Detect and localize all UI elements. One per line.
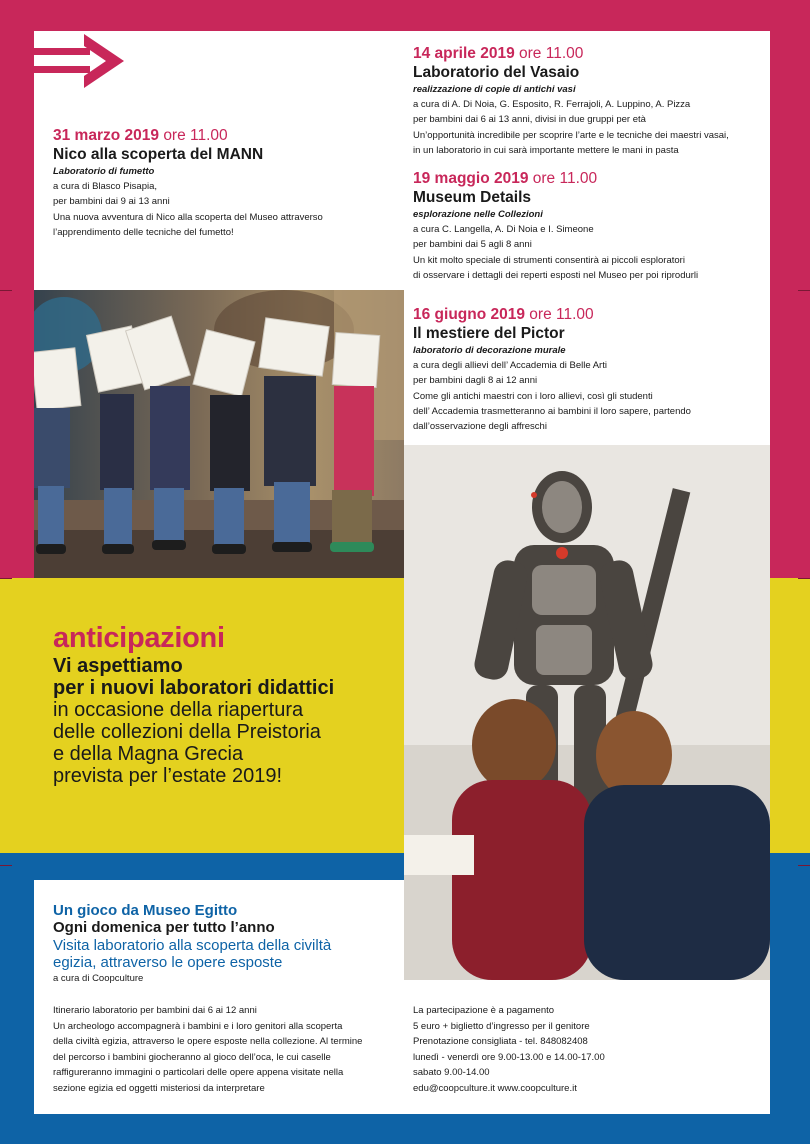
info-line: La partecipazione è a pagamento <box>413 1005 555 1016</box>
event-line: Un’opportunità incredibile per scoprire l’arte e le tecniche dei maestri vasai, <box>413 129 729 141</box>
info-contact[interactable]: edu@coopculture.it www.coopculture.it <box>413 1082 577 1094</box>
info-line: sabato 9.00-14.00 <box>413 1067 490 1078</box>
crop-mark <box>798 865 810 866</box>
anticipazioni-line: in occasione della riapertura <box>53 699 304 721</box>
egitto-detail-line: Un archeologo accompagnerà i bambini e i loro genitori alla scoperta <box>53 1020 343 1032</box>
robot-photo <box>404 445 770 980</box>
event-title: Nico alla scoperta del MANN <box>53 146 264 163</box>
event-title: Il mestiere del Pictor <box>413 325 565 342</box>
event-museum-details <box>413 170 698 283</box>
egitto-detail-line: della civiltà egizia, attraverso le opere esposte nella collezione. Al termine <box>53 1036 363 1047</box>
anticipazioni-line: delle collezioni della Preistoria <box>53 721 321 743</box>
event-line: dall’osservazione degli affreschi <box>413 421 547 433</box>
crop-mark <box>798 290 810 291</box>
event-line: in un laboratorio in cui sarà importante mettere le mani in pasta <box>413 144 679 156</box>
anticipazioni-line: prevista per l’estate 2019! <box>53 765 283 787</box>
egitto-title: Un gioco da Museo Egitto <box>53 902 238 919</box>
event-subtitle: laboratorio di decorazione murale <box>413 345 566 356</box>
event-line: per bambini dai 6 ai 13 anni, divisi in due gruppi per età <box>413 114 646 126</box>
egitto-desc-line: egizia, attraverso le opere esposte <box>53 954 283 971</box>
event-line: per bambini dai 5 agli 8 anni <box>413 239 532 251</box>
egitto-block <box>53 902 331 987</box>
info-block <box>413 1003 605 1096</box>
egitto-detail-line: raffigureranno immagini o particolari delle opere appena visitate nella <box>53 1067 344 1078</box>
anticipazioni-block <box>53 622 334 787</box>
arrow-icon <box>34 32 126 90</box>
info-line: lunedì - venerdì ore 9.00-13.00 e 14.00-17.00 <box>413 1051 605 1063</box>
event-line: per bambini dagli 8 ai 12 anni <box>413 375 538 387</box>
event-nico <box>53 127 323 240</box>
event-line: Una nuova avventura di Nico alla scoperta del Museo attraverso <box>53 211 323 223</box>
event-subtitle: esplorazione nelle Collezioni <box>413 209 543 220</box>
event-date: 16 giugno 2019 ore 11.00 <box>413 306 594 323</box>
egitto-detail-line: Itinerario laboratorio per bambini dai 6 ai 12 anni <box>53 1005 257 1016</box>
anticipazioni-bold-line: per i nuovi laboratori didattici <box>53 677 335 699</box>
egitto-detail-line: sezione egizia ed oggetti misteriosi da interpretare <box>53 1082 265 1094</box>
crop-mark <box>798 578 810 579</box>
event-line: dell’ Accademia trasmetteranno ai bambini il loro sapere, partendo <box>413 405 691 417</box>
children-photo <box>34 290 404 578</box>
event-title: Laboratorio del Vasaio <box>413 64 580 81</box>
event-date: 14 aprile 2019 ore 11.00 <box>413 45 584 62</box>
egitto-subtitle: Ogni domenica per tutto l’anno <box>53 919 275 936</box>
egitto-desc-line: Visita laboratorio alla scoperta della civiltà <box>53 937 332 954</box>
crop-mark <box>0 865 12 866</box>
event-line: Un kit molto speciale di strumenti consentirà ai piccoli esploratori <box>413 254 685 266</box>
anticipazioni-bold-line: Vi aspettiamo <box>53 655 183 677</box>
anticipazioni-line: e della Magna Grecia <box>53 743 244 765</box>
egitto-curator: a cura di Coopculture <box>53 973 144 984</box>
event-vasaio <box>413 45 729 158</box>
event-line: di osservare i dettagli dei reperti esposti nel Museo per poi riprodurli <box>413 269 699 281</box>
egitto-detail-line: del percorso i bambini giocheranno al gioco dell’oca, le cui caselle <box>53 1051 331 1063</box>
event-line: a cura degli allievi dell’ Accademia di Belle Arti <box>413 360 607 371</box>
event-date: 19 maggio 2019 ore 11.00 <box>413 170 598 187</box>
event-title: Museum Details <box>413 189 532 206</box>
event-pictor <box>413 306 691 434</box>
event-subtitle: Laboratorio di fumetto <box>53 166 155 177</box>
event-line: l’apprendimento delle tecniche del fumetto! <box>53 226 234 238</box>
event-line: a cura di Blasco Pisapia, <box>53 181 158 192</box>
anticipazioni-heading: anticipazioni <box>53 622 225 654</box>
info-line: Prenotazione consigliata - tel. 848082408 <box>413 1036 588 1047</box>
event-line: a cura C. Langella, A. Di Noia e I. Simeone <box>413 224 594 235</box>
event-subtitle: realizzazione di copie di antichi vasi <box>413 84 576 95</box>
event-line: per bambini dai 9 ai 13 anni <box>53 196 170 208</box>
event-line: Come gli antichi maestri con i loro allievi, così gli studenti <box>413 390 653 402</box>
crop-mark <box>0 290 12 291</box>
info-line: 5 euro + biglietto d’ingresso per il genitore <box>413 1020 590 1032</box>
crop-mark <box>0 578 12 579</box>
event-line: a cura di A. Di Noia, G. Esposito, R. Ferrajoli, A. Luppino, A. Pizza <box>413 99 691 110</box>
egitto-details <box>53 1003 362 1096</box>
event-date: 31 marzo 2019 ore 11.00 <box>53 127 228 144</box>
